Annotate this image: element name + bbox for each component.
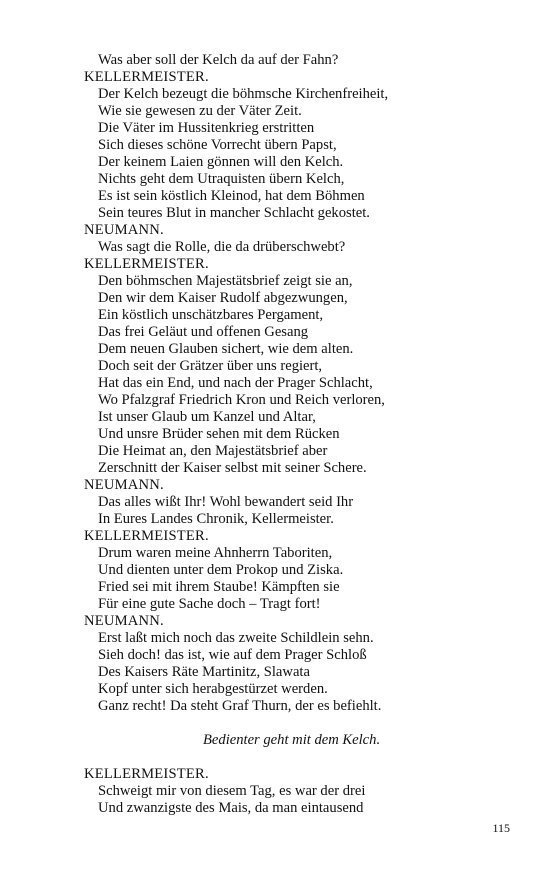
verse-line: Und zwanzigste des Mais, da man eintausend	[98, 800, 364, 816]
verse-line: Des Kaisers Räte Martinitz, Slawata	[98, 664, 310, 680]
verse-line: Und dienten unter dem Prokop und Ziska.	[98, 562, 344, 578]
speaker-name: NEUMANN.	[84, 477, 164, 493]
verse-line: Zerschnitt der Kaiser selbst mit seiner Schere.	[98, 460, 367, 476]
verse-line: Und unsre Brüder sehen mit dem Rücken	[98, 426, 340, 442]
verse-line: Die Heimat an, den Majestätsbrief aber	[98, 443, 328, 459]
verse-line: Wo Pfalzgraf Friedrich Kron und Reich verloren,	[98, 392, 385, 408]
verse-line: Was sagt die Rolle, die da drüberschwebt?	[98, 239, 346, 255]
speaker-name: NEUMANN.	[84, 222, 164, 238]
verse-line: Den wir dem Kaiser Rudolf abgezwungen,	[98, 290, 348, 306]
verse-line: Für eine gute Sache doch – Tragt fort!	[98, 596, 321, 612]
verse-line: Ganz recht! Da steht Graf Thurn, der es befiehlt.	[98, 698, 382, 714]
verse-line: Die Väter im Hussitenkrieg erstritten	[98, 120, 315, 136]
verse-line: Der Kelch bezeugt die böhmsche Kirchenfreiheit,	[98, 86, 389, 102]
verse-line: Ist unser Glaub um Kanzel und Altar,	[98, 409, 316, 425]
verse-line: Wie sie gewesen zu der Väter Zeit.	[98, 103, 302, 119]
verse-line: Es ist sein köstlich Kleinod, hat dem Böhmen	[98, 188, 365, 204]
verse-line: Sein teures Blut in mancher Schlacht gekostet.	[98, 205, 370, 221]
speaker-name: KELLERMEISTER.	[84, 766, 209, 782]
page-number: 115	[492, 821, 510, 835]
verse-line: Das frei Geläut und offenen Gesang	[98, 324, 309, 340]
verse-line: Kopf unter sich herabgestürzet werden.	[98, 681, 328, 697]
speaker-name: NEUMANN.	[84, 613, 164, 629]
verse-line: Was aber soll der Kelch da auf der Fahn?	[98, 52, 339, 68]
speaker-name: KELLERMEISTER.	[84, 256, 209, 272]
verse-line: Dem neuen Glauben sichert, wie dem alten.	[98, 341, 354, 357]
verse-line: Doch seit der Grätzer über uns regiert,	[98, 358, 323, 374]
stage-direction: Bedienter geht mit dem Kelch.	[203, 732, 381, 748]
speaker-name: KELLERMEISTER.	[84, 528, 209, 544]
verse-line: Ein köstlich unschätzbares Pergament,	[98, 307, 324, 323]
verse-line: Fried sei mit ihrem Staube! Kämpften sie	[98, 579, 340, 595]
verse-line: Das alles wißt Ihr! Wohl bewandert seid Ihr	[98, 494, 354, 510]
verse-line: Erst laßt mich noch das zweite Schildlein sehn.	[98, 630, 374, 646]
verse-line: Sieh doch! das ist, wie auf dem Prager Schloß	[98, 647, 367, 663]
verse-line: Sich dieses schöne Vorrecht übern Papst,	[98, 137, 337, 153]
verse-line: Der keinem Laien gönnen will den Kelch.	[98, 154, 344, 170]
verse-line: Schweigt mir von diesem Tag, es war der drei	[98, 783, 366, 799]
verse-line: Hat das ein End, und nach der Prager Schlacht,	[98, 375, 373, 391]
verse-line: Drum waren meine Ahnherrn Taboriten,	[98, 545, 333, 561]
verse-line: In Eures Landes Chronik, Kellermeister.	[98, 511, 334, 527]
verse-line: Den böhmschen Majestätsbrief zeigt sie an,	[98, 273, 353, 289]
verse-line: Nichts geht dem Utraquisten übern Kelch,	[98, 171, 345, 187]
speaker-name: KELLERMEISTER.	[84, 69, 209, 85]
